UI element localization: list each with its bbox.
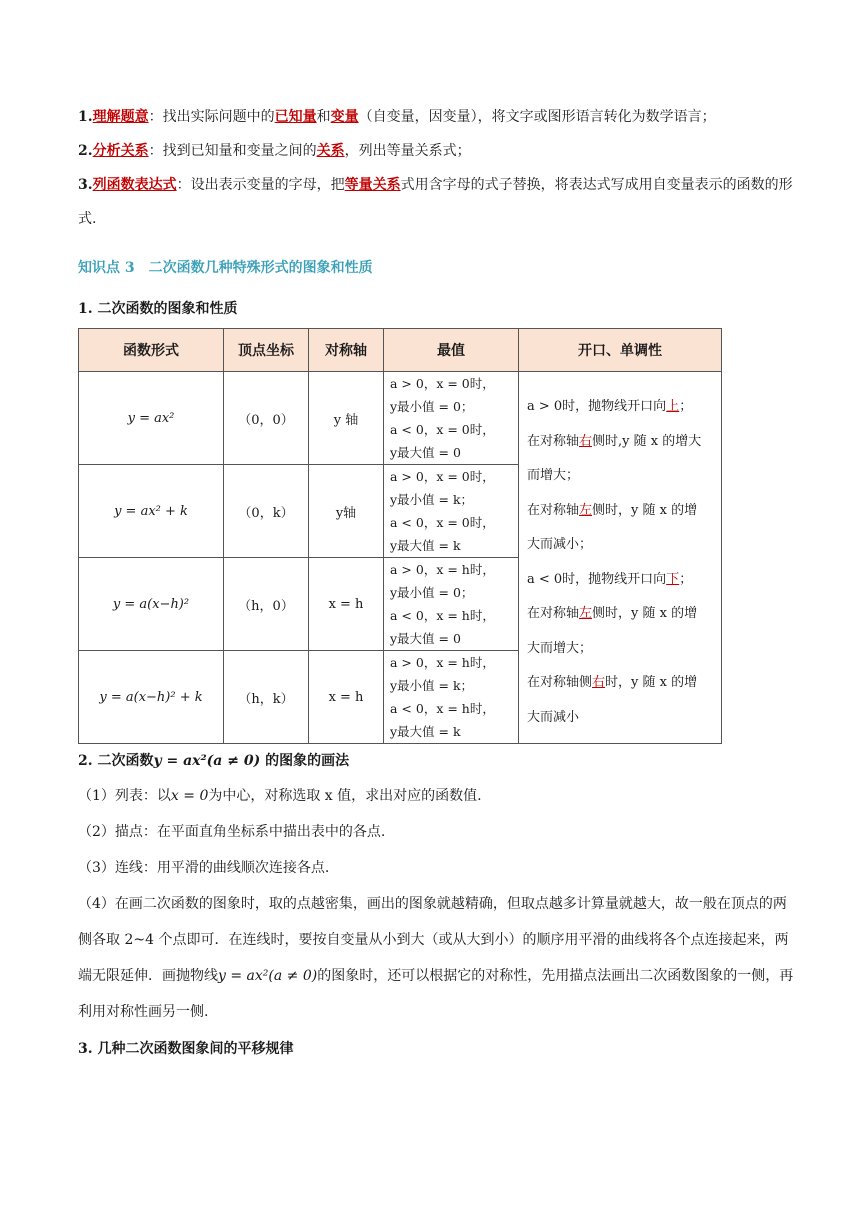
drawing-step-3: （3）连线：用平滑的曲线顺次连接各点. (78, 860, 330, 876)
cell-vertex: （h，k） (224, 651, 309, 744)
cell-axis: y轴 (309, 465, 384, 558)
step-3-key: 列函数表达式 (92, 177, 177, 193)
step-1-key: 理解题意 (92, 109, 149, 125)
cell-max: a > 0，x = 0时， y最小值 = k； a < 0，x = 0时， y最大值 = k (384, 465, 519, 558)
section-title: 知识点 3 二次函数几种特殊形式的图象和性质 (78, 260, 373, 276)
cell-max: a > 0，x = h时， y最小值 = k； a < 0，x = h时， y最大值 = k (384, 651, 519, 744)
properties-table (78, 328, 722, 744)
steps-intro (78, 100, 798, 236)
header-form: 函数形式 (79, 329, 224, 372)
drawing-steps (78, 778, 798, 1030)
cell-vertex: （h，0） (224, 558, 309, 651)
drawing-step-1: （1）列表：以x = 0为中心，对称选取 x 值，求出对应的函数值. (78, 788, 482, 804)
cell-axis: y 轴 (309, 372, 384, 465)
step-2: 2.分析关系：找到已知量和变量之间的关系，列出等量关系式； (78, 143, 471, 159)
step-1: 1.理解题意：找出实际问题中的已知量和变量（自变量，因变量），将文字或图形语言转化为数学语言； (78, 109, 716, 125)
part3-title: 3. 几种二次函数图象间的平移规律 (78, 1041, 294, 1057)
cell-axis: x = h (309, 651, 384, 744)
header-max: 最值 (384, 329, 519, 372)
part1-title: 1. 二次函数的图象和性质 (78, 301, 238, 317)
cell-open-monotonic: a > 0时，抛物线开口向上； 在对称轴右侧时,y 随 x 的增大 而增大； 在对称轴左侧时，y 随 x 的增 大而减小； a < 0时，抛物线开口向下； 在对称轴左侧时，y 随 x 的增 大而增大； 在对称轴侧右时，y 随 x 的增 大而减小 (519, 372, 722, 744)
cell-form: y = ax² (79, 372, 224, 465)
cell-form: y = a(x−h)² + k (79, 651, 224, 744)
header-vertex: 顶点坐标 (224, 329, 309, 372)
cell-form: y = a(x−h)² (79, 558, 224, 651)
step-2-key: 分析关系 (92, 143, 149, 159)
cell-form: y = ax² + k (79, 465, 224, 558)
document-page (78, 100, 798, 1066)
part2-title: 2. 二次函数y = ax²(a ≠ 0) 的图象的画法 (78, 753, 350, 769)
table-row (79, 372, 722, 465)
step-3: 3.列函数表达式：设出表示变量的字母，把等量关系式用含字母的式子替换，将表达式写成用自变量表示的函数的形式. (78, 177, 793, 227)
drawing-step-2: （2）描点：在平面直角坐标系中描出表中的各点. (78, 824, 386, 840)
cell-max: a > 0，x = 0时， y最小值 = 0； a < 0，x = 0时， y最大值 = 0 (384, 372, 519, 465)
cell-axis: x = h (309, 558, 384, 651)
header-axis: 对称轴 (309, 329, 384, 372)
cell-max: a > 0，x = h时， y最小值 = 0； a < 0，x = h时， y最大值 = 0 (384, 558, 519, 651)
cell-vertex: （0，k） (224, 465, 309, 558)
cell-vertex: （0，0） (224, 372, 309, 465)
table-header-row (79, 329, 722, 372)
header-open: 开口、单调性 (519, 329, 722, 372)
drawing-step-4: （4）在画二次函数的图象时，取的点越密集，画出的图象就越精确，但取点越多计算量就越大，故一般在顶点的两侧各取 2~4 个点即可．在连线时，要按自变量从小到大（或从大到小）的顺序用平滑的曲线将各个点连接起来，两端无限延伸．画抛物线y = ax²(a ≠ 0)的图象时，还可以根据它的对称性，先用描点法画出二次函数图象的一侧，再利用对称性画另一侧. (78, 896, 794, 1020)
